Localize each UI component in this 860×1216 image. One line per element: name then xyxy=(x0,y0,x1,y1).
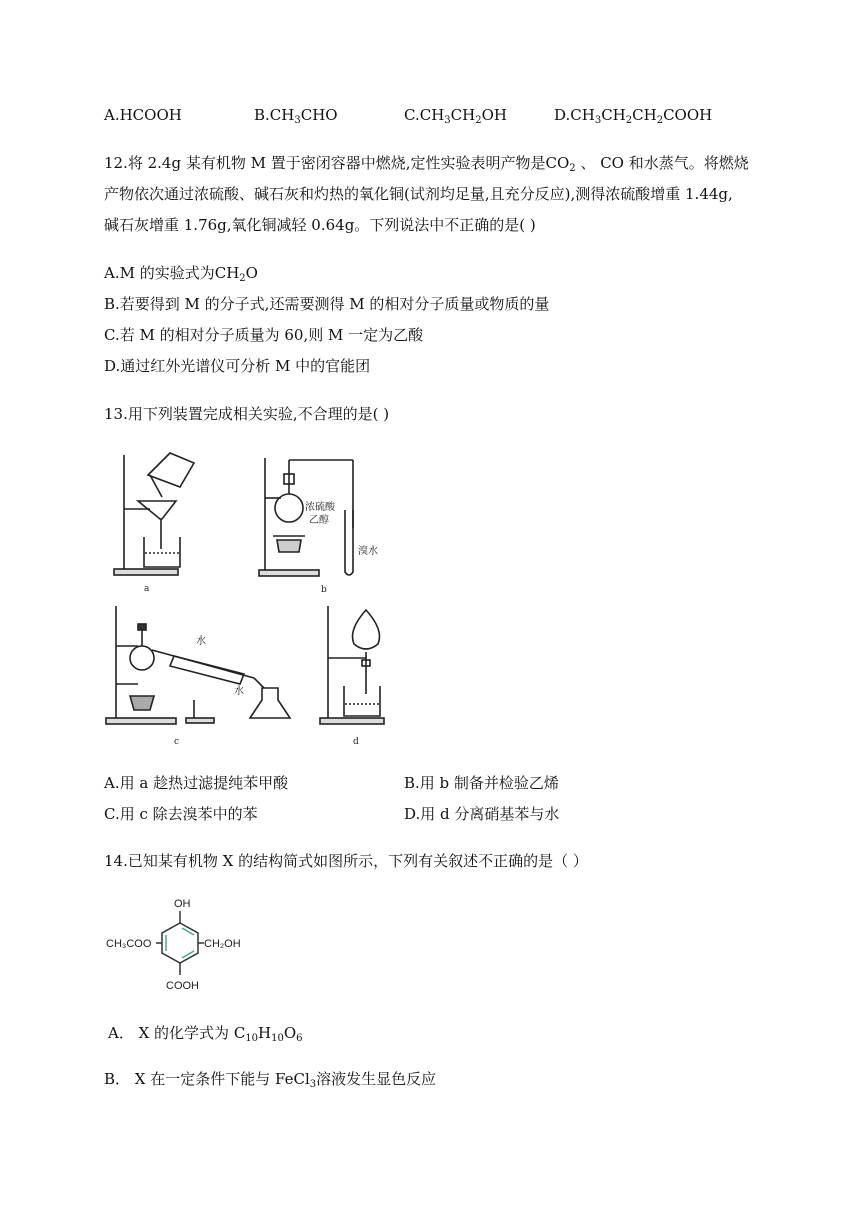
q14-group-right: CH₂OH xyxy=(204,938,241,950)
q11-b-formula: CH xyxy=(269,106,295,124)
figure-b-reagent-1: 浓硫酸 xyxy=(305,502,335,513)
q11-b-pre: B. xyxy=(254,106,270,124)
q11-b-formula-2: CHO xyxy=(300,106,338,124)
q11-d-s1: 3 xyxy=(594,115,602,126)
q12-co2-sub: 2 xyxy=(569,163,576,174)
figure-d-label: d xyxy=(353,737,359,747)
q11-d-pre: D. xyxy=(554,106,571,124)
q13-stem: 13.用下列装置完成相关实验,不合理的是( ) xyxy=(104,405,390,423)
q14-a-c-sub: 10 xyxy=(245,1033,259,1044)
q14-a-h: H xyxy=(258,1024,272,1042)
q11-option-a-text: A.HCOOH xyxy=(104,106,182,124)
q12-line1-b: 、 CO 和水蒸气。将燃烧 xyxy=(575,154,749,172)
q13-option-c: C.用 c 除去溴苯中的苯 xyxy=(104,805,258,823)
q14-b-pre: B． X 在一定条件下能与 FeCl xyxy=(104,1070,310,1088)
q11-d-s2: 2 xyxy=(625,115,633,126)
figure-a-filtration xyxy=(110,445,210,595)
q13-option-a: A.用 a 趁热过滤提纯苯甲酸 xyxy=(104,774,289,792)
q12-co2: CO xyxy=(545,154,570,172)
figure-c-water-out: 水 xyxy=(234,686,244,697)
q14-structure xyxy=(104,893,264,1003)
figure-d-separation xyxy=(318,600,398,750)
q12-line1-a: 12.将 2.4g 某有机物 M 置于密闭容器中燃烧,定性实验表明产物是 xyxy=(104,154,546,172)
q12-option-a xyxy=(104,262,258,284)
q12-a-sub: 2 xyxy=(239,273,246,284)
q13-option-d: D.用 d 分离硝基苯与水 xyxy=(404,805,560,823)
q11-option-b xyxy=(254,104,338,126)
q11-d-f2: CH xyxy=(601,106,626,124)
q12-a-ch: CH xyxy=(214,264,240,282)
q13-option-b: B.用 b 制备并检验乙烯 xyxy=(404,774,559,792)
q14-a-h-sub: 10 xyxy=(271,1033,284,1044)
q12-stem-line2: 产物依次通过浓硫酸、碱石灰和灼热的氧化铜(试剂均足量,且充分反应),测得浓硫酸增重 1.44g, xyxy=(104,185,733,203)
figure-a-label: a xyxy=(144,584,150,594)
q11-option-c xyxy=(404,104,507,126)
q11-option-a xyxy=(104,104,182,126)
q12-option-d: D.通过红外光谱仪可分析 M 中的官能团 xyxy=(104,357,371,375)
q11-option-d xyxy=(554,104,712,126)
separatory-funnel-icon xyxy=(318,600,398,750)
q11-c-f1: CH xyxy=(419,106,445,124)
q12-option-b: B.若要得到 M 的分子式,还需要测得 M 的相对分子质量或物质的量 xyxy=(104,295,550,313)
q14-option-a xyxy=(108,1022,303,1044)
figure-b-ethylene xyxy=(255,448,385,596)
q11-d-f3: CH xyxy=(632,106,657,124)
q11-c-f2: CH xyxy=(450,106,476,124)
q14-group-top: OH xyxy=(174,898,191,910)
q11-c-pre: C. xyxy=(404,106,420,124)
ethylene-apparatus-icon xyxy=(255,448,385,596)
figure-c-distillation xyxy=(104,600,304,750)
q14-group-left: CH₃COO xyxy=(106,938,152,950)
q14-stem: 14.已知某有机物 X 的结构简式如图所示，下列有关叙述不正确的是（ ） xyxy=(104,852,588,870)
q11-d-f4: COOH xyxy=(663,106,713,124)
q11-c-f3: OH xyxy=(481,106,507,124)
q12-a-o: O xyxy=(245,264,258,282)
q14-a-o: O xyxy=(283,1024,297,1042)
q14-b-post: 溶液发生显色反应 xyxy=(316,1070,437,1088)
q12-stem-line3: 碱石灰增重 1.76g,氧化铜减轻 0.64g。下列说法中不正确的是( ) xyxy=(104,216,536,234)
q11-c-s1: 3 xyxy=(444,115,451,126)
figure-c-label: c xyxy=(174,737,180,747)
benzene-ring-structure-icon xyxy=(104,893,264,1003)
q14-option-b xyxy=(104,1068,436,1090)
q14-group-bottom: COOH xyxy=(166,980,199,992)
figure-c-water-in: 水 xyxy=(196,636,206,647)
distillation-apparatus-icon xyxy=(104,600,304,750)
filtration-apparatus-icon xyxy=(110,445,210,595)
q12-stem-line1 xyxy=(104,152,749,174)
q11-b-sub: 3 xyxy=(294,115,301,126)
q11-d-s3: 2 xyxy=(656,115,664,126)
figure-b-reagent-3: 溴水 xyxy=(358,546,378,557)
q11-d-f1: CH xyxy=(570,106,595,124)
q14-b-sub: 3 xyxy=(309,1079,317,1090)
q14-a-o-sub: 6 xyxy=(296,1033,303,1044)
figure-b-reagent-2: 乙醇 xyxy=(309,515,329,526)
q12-option-c: C.若 M 的相对分子质量为 60,则 M 一定为乙酸 xyxy=(104,326,424,344)
figure-b-label: b xyxy=(321,585,327,595)
q14-a-pre: A． X 的化学式为 C xyxy=(108,1024,246,1042)
q11-c-s2: 2 xyxy=(475,115,482,126)
q12-a-pre: A.M 的实验式为 xyxy=(104,264,215,282)
